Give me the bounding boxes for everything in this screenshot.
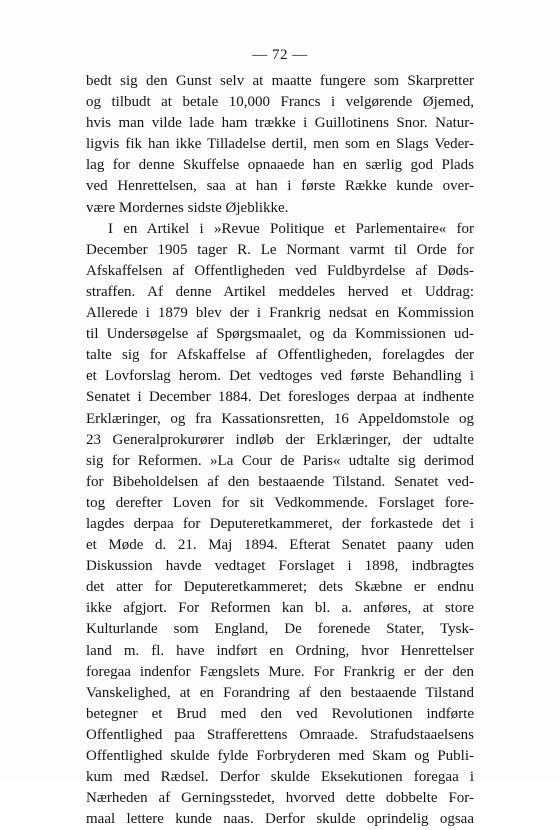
text-line: være Mordernes sidste Øjeblikke. [86, 199, 289, 216]
text-line: Nærheden af Gerningsstedet, hvorved dette dobbelte For- [86, 790, 474, 807]
text-line: til Undersøgelse af Spørgsmaalet, og da Kommissionen ud- [86, 326, 474, 343]
text-line: I en Artikel i »Revue Politique et Parlementaire« for [108, 220, 474, 237]
text-line: Offentlighed paa Strafferettens Omraade. Strafudstaaelsens [86, 726, 474, 743]
text-line: Offentlighed skulde fylde Forbryderen med Skam og Publi- [86, 748, 474, 764]
text-line: Diskussion havde vedtaget Forslaget i 1898, indbragtes [86, 558, 474, 575]
text-line: Senatet i December 1884. Det foresloges derpaa at indhente [86, 389, 474, 406]
text-line: 23 Generalprokurører indløb der Erklæringer, der udtalte [86, 431, 474, 448]
paragraph [86, 71, 474, 219]
text-line: og tilbudt at betale 10,000 Francs i velgørende Øjemed, [86, 94, 474, 111]
text-line: ikke afgjort. For Reformen kan bl. a. anføres, at store [86, 600, 474, 617]
text-line: lagdes derpaa for Deputeretkammeret, der forkastede det i [86, 515, 474, 532]
body-text [86, 71, 474, 830]
text-line: Vanskelighed, at en Forandring af den bestaaende Tilstand [86, 684, 474, 701]
text-line: sig for Reformen. »La Cour de Paris« udtalte sig derimod [86, 452, 474, 469]
text-line: December 1905 tager R. Le Normant varmt til Orde for [86, 241, 474, 258]
text-line: Allerede i 1879 blev der i Frankrig nedsat en Kommission [86, 305, 474, 322]
text-line: talte sig for Afskaffelse af Offentligheden, forelagdes der [86, 347, 474, 364]
text-line: kum med Rædsel. Derfor skulde Eksekutionen foregaa i [86, 769, 474, 786]
text-line: tog derefter Loven for sit Vedkommende. Forslaget fore- [86, 494, 474, 511]
paragraph [86, 219, 474, 830]
text-line: Kulturlande som England, De forenede Stater, Tysk- [86, 621, 474, 638]
text-line: betegner et Brud med den ved Revolutionen indførte [86, 705, 474, 722]
text-line: straffen. Af denne Artikel meddeles herved et Uddrag: [86, 283, 474, 300]
text-line: et Lovforslag herom. Det vedtoges ved første Behandling i [86, 368, 474, 385]
text-line: bedt sig den Gunst selv at maatte fungere som Skarpretter [86, 73, 474, 89]
text-line: Afskaffelsen af Offentligheden ved Fuldbyrdelse af Døds- [86, 262, 474, 279]
text-line: det atter for Deputeretkammeret; dets Skæbne er endnu [86, 579, 474, 596]
text-line: ligvis fik han ikke Tilladelse dertil, men som en Slags Veder- [86, 136, 474, 153]
text-line: for Bibeholdelsen af den bestaaende Tilstand. Senatet ved- [86, 473, 474, 490]
text-line: land m. fl. have indført en Ordning, hvor Henrettelser [86, 642, 474, 659]
page-number: — 72 — [252, 47, 308, 63]
text-line: Erklæringer, og fra Kassationsretten, 16 Appeldomstole og [86, 410, 474, 427]
text-line: foregaa indenfor Fængslets Mure. For Frankrig er der den [86, 663, 474, 680]
text-line: et Møde d. 21. Maj 1894. Efterat Senatet paany uden [86, 537, 474, 554]
text-line: lag for denne Skuffelse opnaaede han en særlig god Plads [86, 157, 474, 174]
text-line: hvis man vilde lade ham trække i Guillotinens Snor. Natur- [86, 115, 474, 132]
text-line: ved Henrettelsen, saa at han i første Række kunde over- [86, 178, 474, 195]
text-line: maal lettere kunde naas. Derfor skulde oprindelig ogsaa [86, 811, 474, 828]
